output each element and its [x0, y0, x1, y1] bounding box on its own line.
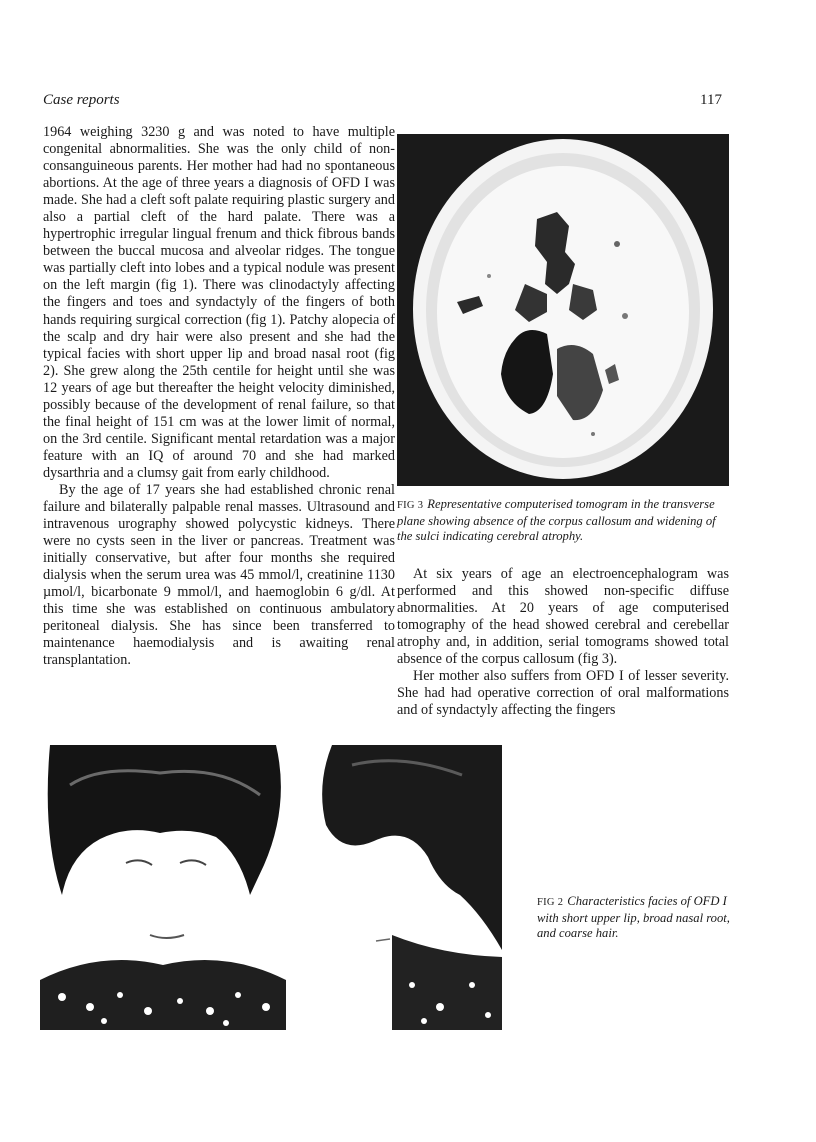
patient-frontal-photo	[40, 745, 286, 1030]
figure-2-caption-text: Characteristics facies of OFD I with short upper lip, broad nasal root, and coarse hair.	[537, 894, 730, 941]
ct-scan-image	[397, 134, 729, 486]
figure-3-caption	[397, 497, 729, 545]
paragraph-renal-failure: By the age of 17 years she had established chronic renal failure and bilaterally palpable renal masses. Ultrasound and intravenous urography showed polycystic kidneys. There were no cysts seen in the liver or pancreas. Treatment was initially conservative, but after four months she required dialysis when the serum urea was 45 mmol/l, creatinine 1130 µmol/l, bicarbonate 9 mmol/l, and haemoglobin 6 g/dl. At this time she was established on continuous ambulatory peritoneal dialysis. She has since been transferred to maintenance haemodialysis and is awaiting renal transplantation.	[43, 481, 395, 669]
running-header-section: Case reports	[43, 92, 120, 108]
left-text-column	[43, 124, 395, 670]
right-text-column	[397, 566, 729, 719]
figure-3-label: FIG 3	[397, 500, 424, 511]
paragraph-mother: Her mother also suffers from OFD I of lesser severity. She had had operative correction of oral malformations and of syndactyly affecting the fingers	[397, 668, 729, 719]
patient-profile-photo	[312, 745, 502, 1030]
figure-3-caption-text: Representative computerised tomogram in the transverse plane showing absence of the corpus callosum and widening of the sulci indicating cerebral atrophy.	[397, 497, 716, 544]
paragraph-case-history: 1964 weighing 3230 g and was noted to have multiple congenital abnormalities. She was the only child of non-consanguineous parents. Her mother had had no spontaneous abortions. At the age of three years a diagnosis of OFD I was made. She had a cleft soft palate requiring plastic surgery and also a partial cleft of the hard palate. There was a hypertrophic irregular lingual frenum and thick fibrous bands between the buccal mucosa and alveolar ridges. The tongue was partially cleft into lobes and a typical nodule was present on the left margin (fig 1). There was clinodactyly affecting the fingers and toes and syndactyly of the fingers of both hands requiring surgical correction (fig 1). Patchy alopecia of the scalp and dry hair were also present and she had the typical facies with short upper lip and broad nasal root (fig 2). She grew along the 25th centile for height until she was 12 years of age but thereafter the height velocity diminished, possibly because of the development of renal failure, so that the final height of 151 cm was at the lower limit of normal, on the 3rd centile. Significant mental retardation was a major feature with an IQ of around 70 and she had marked dysarthria and a clumsy gait from early childhood.	[43, 124, 395, 481]
figure-2-label: FIG 2	[537, 897, 564, 908]
page-number: 117	[700, 92, 722, 108]
figure-2-caption	[537, 894, 747, 942]
paragraph-eeg-ct: At six years of age an electroencephalogram was performed and this showed non-specific diffuse abnormalities. At 20 years of age computerised tomography of the head showed cerebral and cerebellar atrophy and, in addition, serial tomograms showed total absence of the corpus callosum (fig 3).	[397, 566, 729, 668]
